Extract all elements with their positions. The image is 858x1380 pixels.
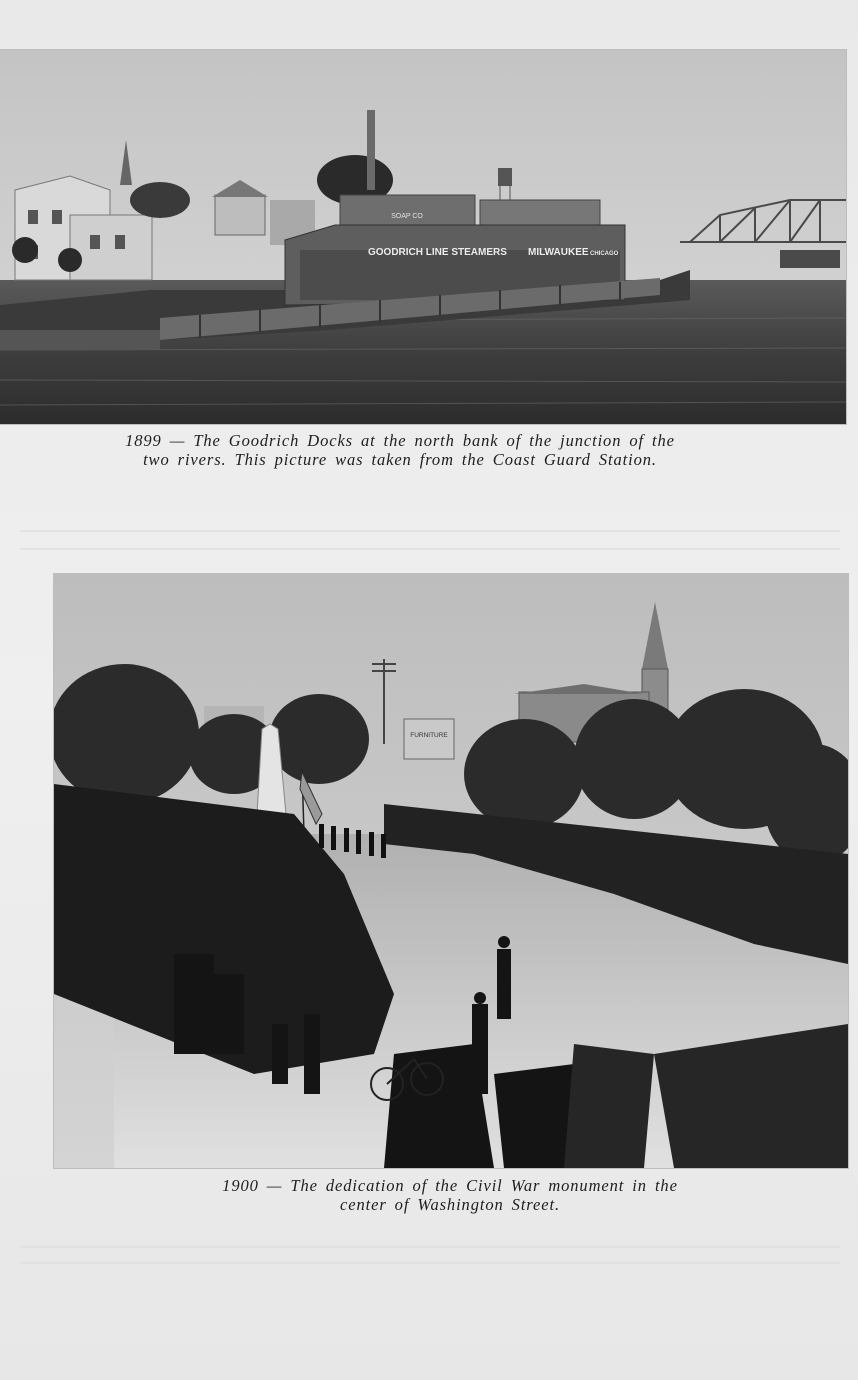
monument-dedication-photo (54, 574, 848, 1168)
milwaukee-sign: MILWAUKEE (528, 247, 589, 258)
furniture-store (404, 719, 454, 759)
soap-co-sign: SOAP CO (391, 213, 423, 220)
chicago-sign: CHICAGO (590, 251, 619, 257)
bleed-through-line (20, 530, 840, 532)
bleed-through-line (20, 548, 840, 550)
goodrich-docks-photo (0, 50, 846, 424)
furniture-sign: FURNITURE (410, 732, 448, 739)
caption-line: two rivers. This picture was taken from the Coast Guard Station. (143, 450, 657, 469)
docks-photo-image (0, 50, 846, 424)
caption-line: center of Washington Street. (340, 1195, 560, 1214)
dock-left (0, 330, 160, 350)
dedication-caption (80, 1176, 820, 1214)
smokestack (367, 110, 375, 190)
dedication-photo-image (54, 574, 848, 1168)
caption-line: 1899 — The Goodrich Docks at the north bank of the junction of the (125, 431, 675, 450)
bleed-through-line (20, 1246, 840, 1248)
goodrich-line-sign: GOODRICH LINE STEAMERS (368, 247, 507, 258)
bleed-through-line (20, 1262, 840, 1264)
docks-caption (40, 431, 760, 469)
caption-line: 1900 — The dedication of the Civil War monument in the (222, 1176, 678, 1195)
